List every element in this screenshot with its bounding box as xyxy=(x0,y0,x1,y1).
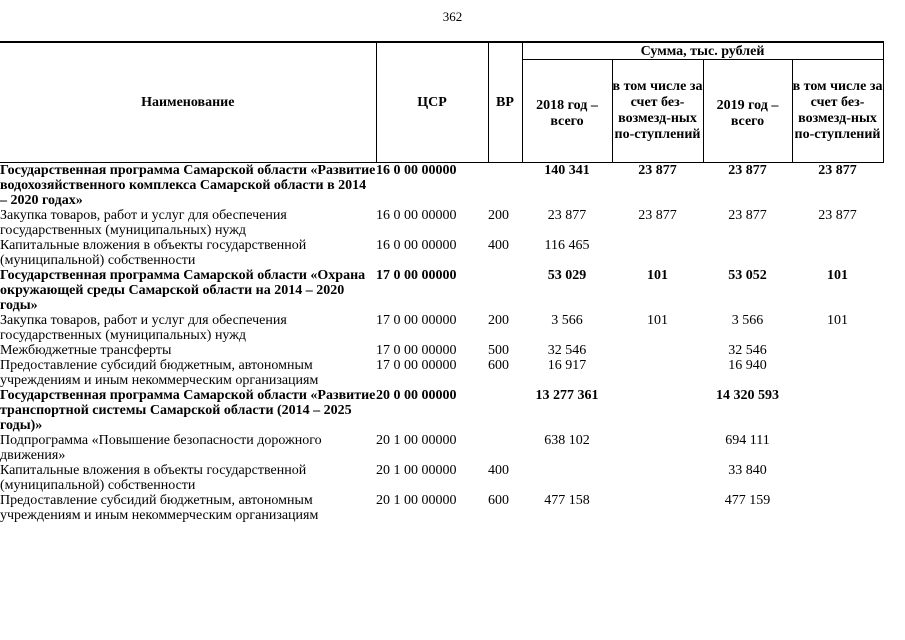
row-2018-free: 101 xyxy=(647,313,668,328)
row-2019-free: 101 xyxy=(827,268,849,283)
row-2019-free xyxy=(792,238,883,268)
row-2018-free xyxy=(612,343,703,358)
row-2019-total: 23 877 xyxy=(728,163,767,178)
row-vr xyxy=(488,388,522,433)
row-2019-total xyxy=(703,238,792,268)
row-csr: 17 0 00 00000 xyxy=(376,313,457,328)
row-2018-free xyxy=(612,493,703,523)
row-name: Капитальные вложения в объекты государственной (муниципальной) собственности xyxy=(0,463,307,493)
row-2018-free xyxy=(612,388,703,433)
row-name: Государственная программа Самарской области «Охрана окружающей среды Самарской области на 2014 – 2020 годы» xyxy=(0,268,366,313)
table-row xyxy=(0,343,883,358)
row-vr xyxy=(488,268,522,313)
row-2019-total: 53 052 xyxy=(728,268,767,283)
row-2018-total: 140 341 xyxy=(544,163,590,178)
row-2019-free: 101 xyxy=(827,313,849,328)
row-name: Государственная программа Самарской области «Развитие транспортной системы Самарской области (2014 – 2025 годы)» xyxy=(0,388,376,433)
header-name: Наименование xyxy=(0,42,376,163)
row-2018-free: 23 877 xyxy=(638,208,677,223)
row-name: Государственная программа Самарской области «Развитие водохозяйственного комплекса Самарской области в 2014 – 2020 годах» xyxy=(0,163,376,208)
row-2019-total: 477 159 xyxy=(724,493,771,508)
row-2019-free: 23 877 xyxy=(818,208,857,223)
row-2018-total: 116 465 xyxy=(544,238,590,253)
row-name: Предоставление субсидий бюджетным, автономным учреждениям и иным некоммерческим организациям xyxy=(0,358,319,388)
header-sum: Сумма, тыс. рублей xyxy=(522,42,883,60)
row-csr: 16 0 00 00000 xyxy=(376,208,457,223)
row-2019-free xyxy=(792,493,883,523)
table-row xyxy=(0,313,883,343)
row-2018-free xyxy=(612,433,703,463)
row-vr xyxy=(488,433,522,463)
table-row xyxy=(0,163,883,209)
row-csr: 20 1 00 00000 xyxy=(376,463,457,478)
row-name: Закупка товаров, работ и услуг для обеспечения государственных (муниципальных) нужд xyxy=(0,313,287,343)
row-2019-total: 694 111 xyxy=(725,433,770,448)
row-2018-total: 477 158 xyxy=(544,493,590,508)
row-2018-total xyxy=(522,463,612,493)
row-2019-free xyxy=(792,388,883,433)
header-2018-total: 2018 год – всего xyxy=(522,60,612,163)
table-row xyxy=(0,493,883,523)
table-body xyxy=(0,163,883,524)
table-row xyxy=(0,208,883,238)
row-2018-total: 53 029 xyxy=(547,268,587,283)
row-vr xyxy=(488,163,522,209)
row-2019-total: 14 320 593 xyxy=(716,388,779,403)
row-vr: 400 xyxy=(488,238,509,253)
table-row xyxy=(0,463,883,493)
row-2018-total: 16 917 xyxy=(547,358,587,373)
row-2019-free xyxy=(792,463,883,493)
row-2018-free xyxy=(612,358,703,388)
table-row xyxy=(0,238,883,268)
row-2018-total: 638 102 xyxy=(544,433,590,448)
row-csr: 20 1 00 00000 xyxy=(376,493,457,508)
header-csr: ЦСР xyxy=(376,42,488,163)
row-csr: 16 0 00 00000 xyxy=(376,238,457,253)
row-2019-total: 23 877 xyxy=(728,208,767,223)
page-number: 362 xyxy=(442,9,463,24)
row-vr: 200 xyxy=(488,313,509,328)
row-csr: 16 0 00 00000 xyxy=(376,163,457,178)
row-2019-free xyxy=(792,358,883,388)
row-2018-total: 13 277 361 xyxy=(535,388,599,403)
row-name: Межбюджетные трансферты xyxy=(0,343,172,358)
header-2018-free: в том числе за счет без-возмезд-ных по-ступлений xyxy=(612,60,703,163)
row-vr: 600 xyxy=(488,493,509,508)
row-2018-total: 32 546 xyxy=(547,343,587,358)
row-csr: 17 0 00 00000 xyxy=(376,268,457,283)
row-2019-total: 16 940 xyxy=(728,358,767,373)
row-2018-free xyxy=(612,238,703,268)
table-row xyxy=(0,388,883,433)
header-vr: ВР xyxy=(488,42,522,163)
budget-table xyxy=(0,41,884,523)
row-csr: 20 1 00 00000 xyxy=(376,433,457,448)
row-name: Закупка товаров, работ и услуг для обеспечения государственных (муниципальных) нужд xyxy=(0,208,287,238)
header-2019-total: 2019 год – всего xyxy=(703,60,792,163)
table-row xyxy=(0,358,883,388)
row-2018-total: 23 877 xyxy=(547,208,587,223)
header-2019-free: в том числе за счет без-возмезд-ных по-ступлений xyxy=(792,60,883,163)
row-csr: 17 0 00 00000 xyxy=(376,358,457,373)
table-row xyxy=(0,433,883,463)
table-row xyxy=(0,268,883,313)
row-2019-free xyxy=(792,433,883,463)
row-vr: 200 xyxy=(488,208,509,223)
row-2019-free: 23 877 xyxy=(818,163,857,178)
row-2019-total: 32 546 xyxy=(728,343,767,358)
row-name: Подпрограмма «Повышение безопасности дорожного движения» xyxy=(0,433,322,463)
row-2019-total: 3 566 xyxy=(731,313,764,328)
row-csr: 17 0 00 00000 xyxy=(376,343,457,358)
row-csr: 20 0 00 00000 xyxy=(376,388,457,403)
row-2018-free: 101 xyxy=(647,268,668,283)
row-vr: 500 xyxy=(488,343,509,358)
row-vr: 600 xyxy=(488,358,509,373)
table-header xyxy=(0,42,883,163)
row-2018-free: 23 877 xyxy=(638,163,677,178)
row-name: Предоставление субсидий бюджетным, автономным учреждениям и иным некоммерческим организациям xyxy=(0,493,319,523)
row-2018-total: 3 566 xyxy=(551,313,583,328)
row-vr: 400 xyxy=(488,463,509,478)
row-name: Капитальные вложения в объекты государственной (муниципальной) собственности xyxy=(0,238,307,268)
row-2019-total: 33 840 xyxy=(728,463,767,478)
row-2018-free xyxy=(612,463,703,493)
row-2019-free xyxy=(792,343,883,358)
